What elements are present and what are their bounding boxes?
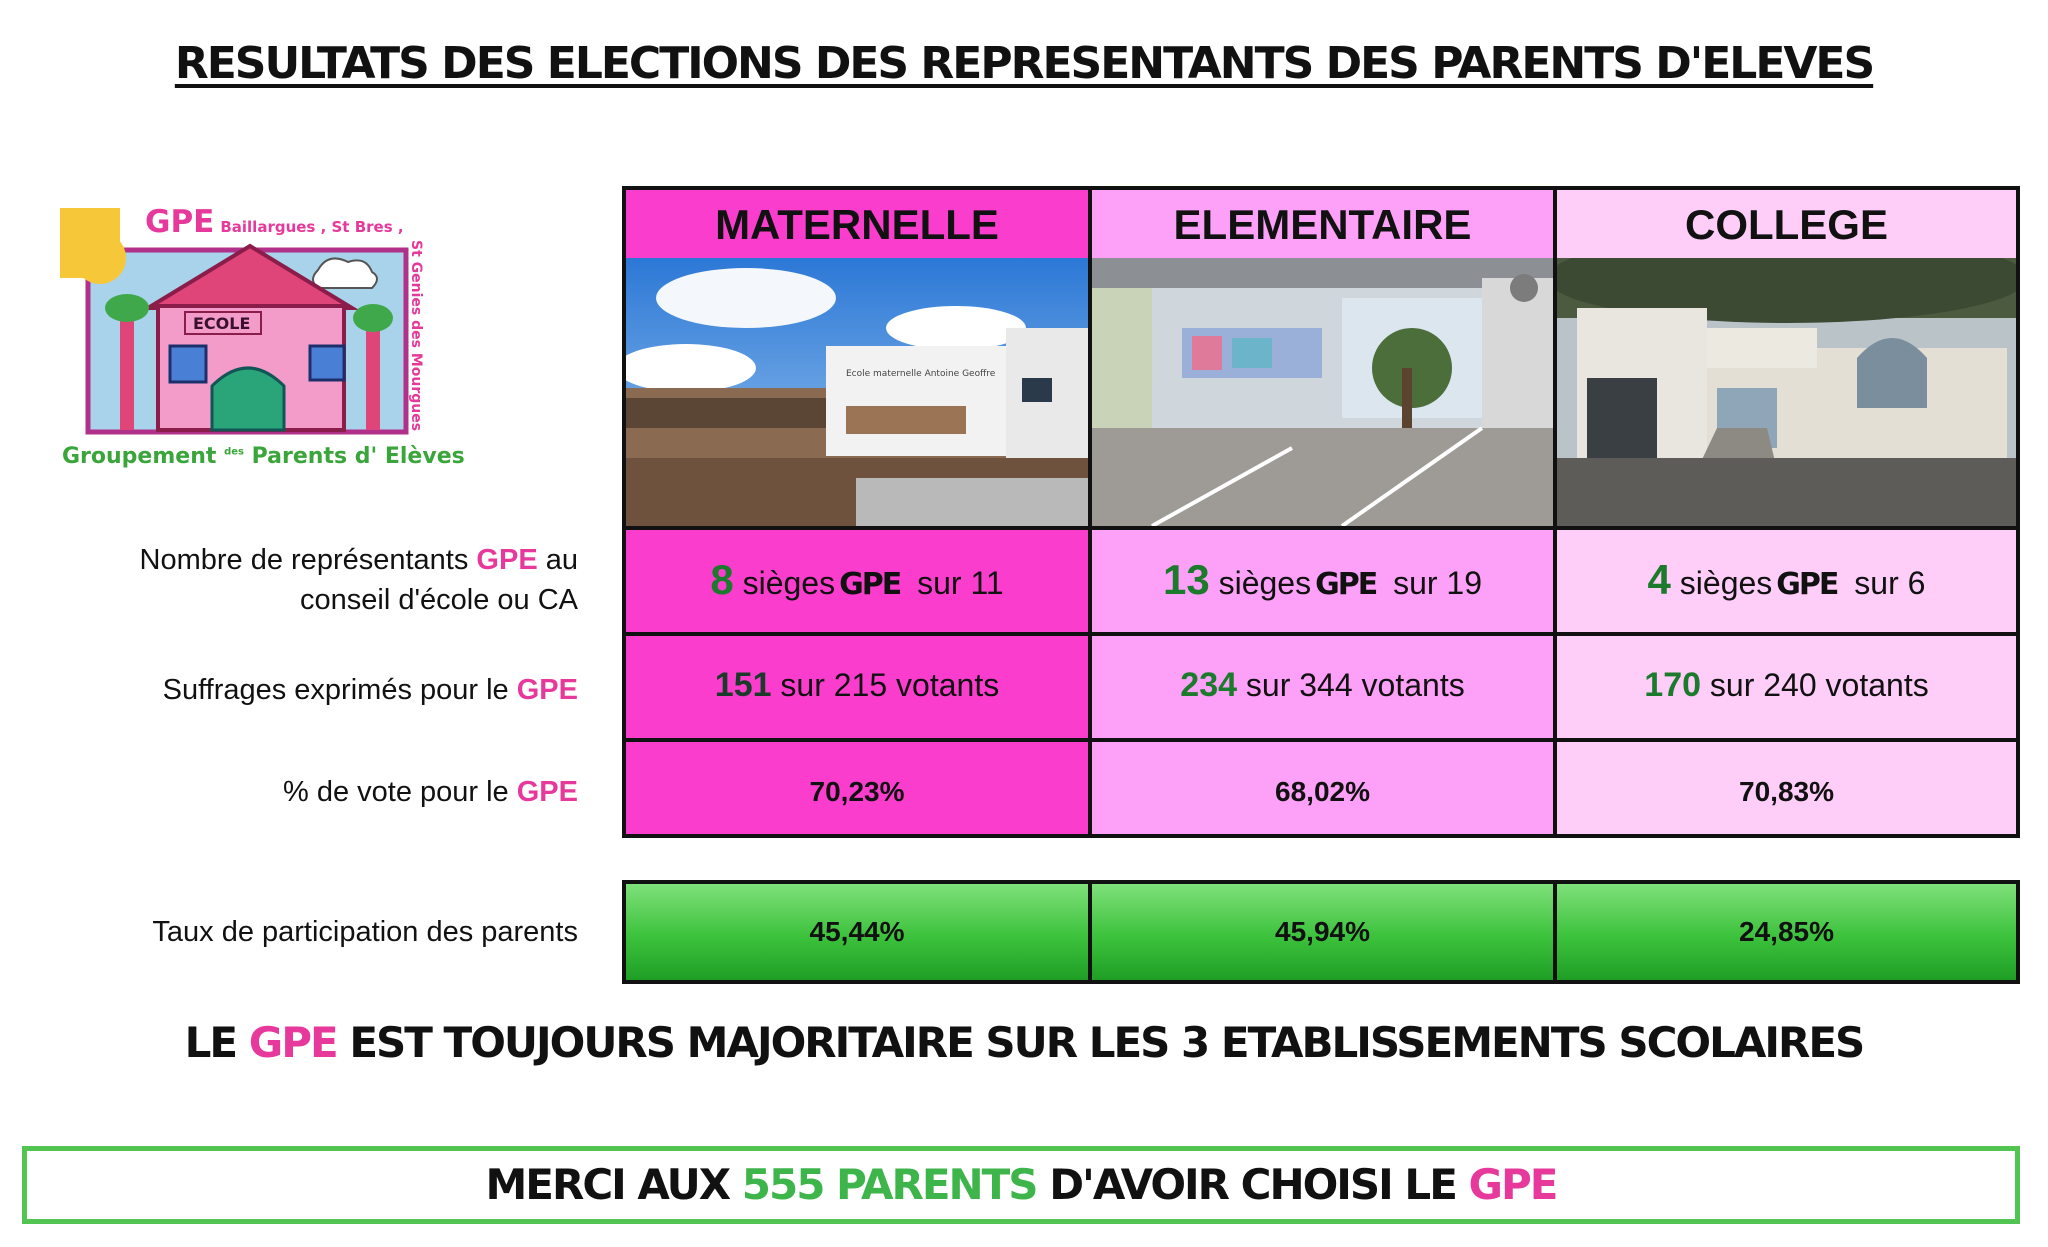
page-title: RESULTATS DES ELECTIONS DES REPRESENTANTS DES PARENTS D'ELEVES: [174, 38, 1874, 89]
row-divider: [622, 526, 2020, 530]
majority-banner: LE GPE EST TOUJOURS MAJORITAIRE SUR LES 3 ETABLISSEMENTS SCOLAIRES: [184, 1018, 1864, 1067]
participation-college: 24,85%: [1739, 916, 1834, 947]
header-elementaire: ELEMENTAIRE: [1173, 201, 1472, 248]
logo-acronym: GPE Baillargues , St Bres ,: [145, 204, 404, 240]
pct-college: 70,83%: [1739, 776, 1834, 807]
row-divider: [622, 632, 2020, 636]
seats-elementaire: 13 sièges GPE sur 19: [1162, 556, 1483, 603]
logo-towns-side: St Genies des Mourgues: [408, 240, 424, 432]
seats-college: 4 sièges GPE sur 6: [1647, 556, 1926, 603]
participation-elementaire: 45,94%: [1275, 916, 1370, 947]
maternelle-photo-caption: Ecole maternelle Antoine Geoffre: [846, 369, 996, 379]
header-college: COLLEGE: [1684, 201, 1888, 248]
pct-maternelle: 70,23%: [809, 776, 905, 807]
row-label-votes: Suffrages exprimés pour le GPE: [162, 674, 578, 706]
seats-maternelle: 8 sièges GPE sur 11: [710, 556, 1004, 603]
row-label-participation: Taux de participation des parents: [152, 916, 578, 948]
row-divider: [622, 738, 2020, 742]
logo-full-name: Groupement $^{des}$ Parents d' Elèves: [62, 444, 465, 469]
thanks-message: MERCI AUX 555 PARENTS D'AVOIR CHOISI LE GPE: [485, 1160, 1557, 1209]
pct-elementaire: 68,02%: [1275, 776, 1370, 807]
logo-ecole-text: ECOLE: [193, 314, 251, 333]
participation-maternelle: 45,44%: [809, 916, 905, 947]
votes-elementaire: 234 sur 344 votants: [1180, 666, 1465, 704]
votes-college: 170 sur 240 votants: [1644, 666, 1929, 704]
gpe-logo: [60, 200, 465, 490]
header-maternelle: MATERNELLE: [715, 201, 999, 248]
votes-maternelle: 151 sur 215 votants: [714, 666, 1000, 704]
row-label-pct: % de vote pour le GPE: [282, 776, 578, 808]
row-label-seats: Nombre de représentants GPE au conseil d'école ou CA: [139, 544, 578, 616]
